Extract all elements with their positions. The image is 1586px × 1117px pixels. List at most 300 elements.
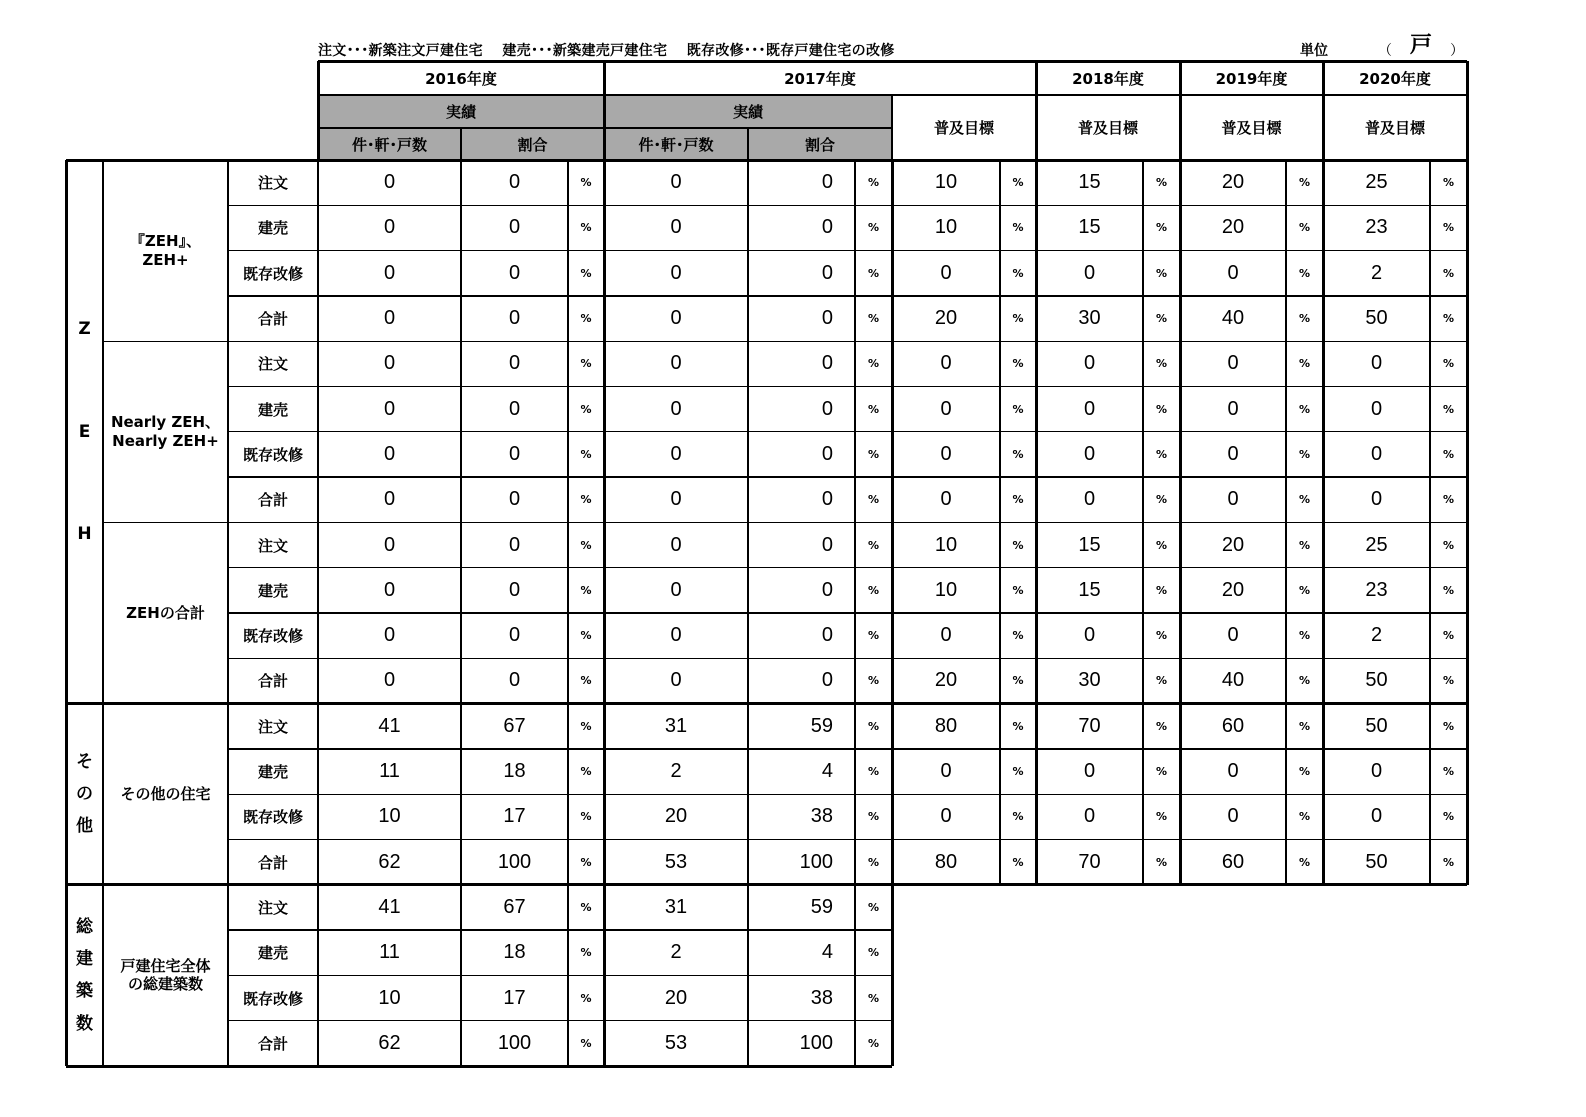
target-2017-cell: 0 (940, 397, 952, 420)
target-2020-cell: 25 (1365, 533, 1388, 556)
grid-line (1285, 160, 1286, 885)
ratio-2017-header: 割合 (804, 135, 835, 154)
grid-line (227, 160, 228, 1066)
percent-mark: % (1298, 447, 1311, 461)
ratio-2016-header: 割合 (517, 135, 548, 154)
ratio-2016-cell: 0 (508, 352, 521, 375)
percent-mark: % (1298, 719, 1311, 733)
target-2017-cell: 10 (934, 171, 958, 194)
percent-mark: % (1155, 719, 1168, 733)
grid-line (999, 160, 1000, 885)
ratio-2017-cell: 4 (821, 760, 833, 783)
row-type-label: 建売 (257, 763, 288, 782)
percent-mark: % (1155, 765, 1168, 779)
grid-line (854, 160, 855, 1066)
ratio-2016-cell: 0 (508, 578, 521, 601)
ratio-2016-cell: 0 (508, 397, 521, 420)
target-2020-cell: 0 (1370, 397, 1383, 420)
count-2017-cell: 53 (664, 850, 688, 873)
count-2016-cell: 10 (378, 986, 401, 1009)
target-2017-cell: 0 (940, 488, 952, 511)
row-type-label: 既存改修 (242, 627, 303, 646)
target-2020-cell: 25 (1365, 171, 1388, 194)
percent-mark: % (580, 674, 592, 688)
percent-mark: % (867, 583, 880, 597)
percent-mark: % (1012, 765, 1024, 779)
percent-mark: % (1155, 538, 1168, 552)
percent-mark: % (867, 221, 880, 235)
percent-mark: % (1442, 719, 1455, 733)
grid-line (317, 61, 320, 160)
percent-mark: % (1012, 629, 1024, 643)
percent-mark: % (580, 629, 592, 643)
percent-mark: % (1012, 855, 1024, 869)
target-2018-cell: 0 (1083, 352, 1096, 375)
ratio-2017-cell: 0 (821, 533, 833, 556)
ratio-2016-cell: 0 (508, 171, 521, 194)
count-2017-cell: 0 (670, 669, 682, 692)
count-2016-cell: 62 (378, 850, 401, 873)
row-type-label: 建売 (257, 581, 288, 600)
row-type-label: 注文 (257, 536, 288, 555)
grid-line (228, 975, 892, 976)
percent-mark: % (867, 1036, 880, 1050)
percent-mark: % (1012, 538, 1024, 552)
percent-mark: % (580, 447, 592, 461)
grid-line (1035, 160, 1038, 885)
grid-line (228, 612, 1467, 613)
percent-mark: % (1155, 176, 1168, 190)
percent-mark: % (1012, 583, 1024, 597)
count-2017-cell: 20 (664, 986, 688, 1009)
ratio-2016-cell: 18 (503, 941, 526, 964)
percent-mark: % (1298, 176, 1311, 190)
ratio-2017-cell: 38 (810, 805, 833, 828)
grid-line (228, 205, 1467, 206)
target-2018-cell: 15 (1078, 216, 1101, 239)
grid-line (228, 567, 1467, 568)
percent-mark: % (580, 402, 592, 416)
target-2017-cell: 20 (934, 669, 958, 692)
section-letter: そ (76, 751, 93, 772)
count-2016-cell: 0 (383, 307, 396, 330)
grid-line (1429, 160, 1430, 885)
percent-mark: % (867, 312, 880, 326)
percent-mark: % (1298, 538, 1311, 552)
grid-line (228, 431, 1467, 432)
percent-mark: % (867, 538, 880, 552)
unit-label: 単位 (1300, 43, 1328, 59)
target-2017-cell: 80 (934, 714, 958, 737)
ratio-2017-cell: 0 (821, 397, 833, 420)
count-2016-cell: 0 (383, 352, 396, 375)
row-type-label: 注文 (257, 898, 288, 917)
target-2017-cell: 0 (940, 624, 952, 647)
target-2020-header: 普及目標 (1364, 119, 1425, 137)
section-letter: 数 (76, 1013, 93, 1034)
percent-mark: % (1442, 855, 1455, 869)
grid-line (460, 160, 461, 1066)
percent-mark: % (580, 221, 592, 235)
target-2019-cell: 0 (1227, 261, 1239, 284)
percent-mark: % (1298, 855, 1311, 869)
count-2017-cell: 31 (664, 714, 688, 737)
ratio-2016-cell: 0 (508, 307, 521, 330)
grid-line (317, 160, 318, 1066)
ratio-2016-cell: 17 (503, 805, 526, 828)
row-type-label: 既存改修 (242, 264, 303, 283)
year-2019-header: 2019年度 (1215, 69, 1288, 88)
ratio-2017-cell: 100 (799, 1031, 833, 1054)
target-2018-cell: 0 (1083, 488, 1096, 511)
percent-mark: % (1298, 357, 1311, 371)
count-2016-cell: 41 (378, 714, 401, 737)
ratio-2016-cell: 0 (508, 261, 521, 284)
percent-mark: % (867, 402, 880, 416)
ratio-2016-cell: 100 (497, 850, 532, 873)
percent-mark: % (1298, 674, 1311, 688)
target-2017-cell: 20 (934, 307, 958, 330)
count-2016-cell: 0 (383, 533, 396, 556)
percent-mark: % (1442, 221, 1455, 235)
percent-mark: % (867, 176, 880, 190)
target-2018-cell: 0 (1083, 442, 1096, 465)
grid-line (228, 794, 1467, 795)
percent-mark: % (580, 991, 592, 1005)
count-2017-cell: 0 (670, 533, 682, 556)
percent-mark: % (1298, 629, 1311, 643)
percent-mark: % (1155, 674, 1168, 688)
grid-line (66, 1065, 892, 1068)
section-letter: の (76, 784, 93, 805)
percent-mark: % (867, 719, 880, 733)
percent-mark: % (1298, 312, 1311, 326)
grid-line (228, 476, 1467, 477)
percent-mark: % (580, 312, 592, 326)
percent-mark: % (867, 493, 880, 507)
ratio-2016-cell: 17 (503, 986, 526, 1009)
ratio-2017-cell: 0 (821, 488, 833, 511)
percent-mark: % (1012, 447, 1024, 461)
grid-line (1322, 61, 1325, 160)
section-letter: Z (78, 319, 91, 340)
target-2020-cell: 2 (1370, 261, 1383, 284)
ratio-2017-cell: 0 (821, 171, 833, 194)
ratio-2017-cell: 0 (821, 307, 833, 330)
percent-mark: % (1155, 629, 1168, 643)
grid-line (1466, 61, 1469, 160)
count-2017-cell: 0 (670, 488, 682, 511)
percent-mark: % (580, 266, 592, 280)
row-type-label: 既存改修 (242, 989, 303, 1008)
percent-mark: % (580, 855, 592, 869)
grid-line (747, 128, 748, 160)
target-2018-cell: 0 (1083, 397, 1096, 420)
percent-mark: % (1298, 266, 1311, 280)
ratio-2017-cell: 0 (821, 624, 833, 647)
unit-paren-close: ） (1450, 43, 1464, 59)
percent-mark: % (867, 900, 880, 914)
count-2016-cell: 10 (378, 805, 401, 828)
target-2019-cell: 20 (1221, 171, 1245, 194)
count-2016-cell: 11 (379, 941, 400, 964)
percent-mark: % (1012, 719, 1024, 733)
count-2017-cell: 2 (670, 760, 682, 783)
percent-mark: % (580, 583, 592, 597)
row-type-label: 注文 (257, 355, 288, 374)
percent-mark: % (1012, 810, 1024, 824)
grid-line (66, 159, 1467, 162)
group-label-text: ZEHの合計 (126, 603, 205, 622)
count-2016-cell: 11 (379, 760, 400, 783)
percent-mark: % (1442, 810, 1455, 824)
target-2020-cell: 0 (1370, 805, 1383, 828)
target-2017-cell: 0 (940, 805, 952, 828)
percent-mark: % (1155, 357, 1168, 371)
target-2019-cell: 0 (1227, 760, 1239, 783)
count-2016-cell: 0 (383, 171, 396, 194)
percent-mark: % (867, 266, 880, 280)
target-2017-cell: 0 (940, 261, 952, 284)
percent-mark: % (867, 629, 880, 643)
ratio-2016-cell: 0 (508, 488, 521, 511)
percent-mark: % (1442, 402, 1455, 416)
target-2020-cell: 50 (1365, 850, 1388, 873)
unit-paren-open: （ (1378, 43, 1392, 59)
grid-line (103, 522, 1467, 523)
grid-line (66, 702, 1467, 705)
percent-mark: % (1012, 357, 1024, 371)
grid-line (747, 160, 748, 1066)
grid-line (1322, 160, 1325, 885)
target-2018-header: 普及目標 (1077, 119, 1138, 137)
count-2016-cell: 0 (383, 669, 396, 692)
percent-mark: % (580, 946, 592, 960)
section-letter: 築 (76, 981, 93, 1002)
grid-line (460, 128, 461, 160)
percent-mark: % (867, 810, 880, 824)
count-2017-cell: 0 (670, 397, 682, 420)
row-type-label: 合計 (257, 672, 288, 691)
target-2017-cell: 0 (940, 442, 952, 465)
ratio-2017-cell: 0 (821, 669, 833, 692)
target-2019-cell: 0 (1227, 397, 1239, 420)
percent-mark: % (1442, 538, 1455, 552)
section-letter: 総 (76, 916, 93, 937)
grid-line (228, 658, 1467, 659)
ratio-2016-cell: 0 (508, 669, 521, 692)
ratio-2017-cell: 0 (821, 578, 833, 601)
percent-mark: % (580, 900, 592, 914)
target-2020-cell: 0 (1370, 760, 1383, 783)
actual-2016-header: 実績 (445, 103, 476, 121)
target-2018-cell: 0 (1083, 760, 1096, 783)
target-2018-cell: 30 (1078, 307, 1101, 330)
percent-mark: % (1298, 765, 1311, 779)
target-2017-cell: 80 (934, 850, 958, 873)
grid-line (1142, 160, 1143, 885)
ratio-2017-cell: 100 (799, 850, 833, 873)
row-type-label: 合計 (257, 853, 288, 872)
target-2018-cell: 70 (1078, 714, 1101, 737)
target-2018-cell: 30 (1078, 669, 1101, 692)
target-2020-cell: 0 (1370, 488, 1383, 511)
grid-line (228, 929, 892, 930)
target-2017-cell: 10 (934, 578, 958, 601)
target-2018-cell: 70 (1078, 850, 1101, 873)
grid-line (603, 160, 606, 1066)
percent-mark: % (1155, 402, 1168, 416)
target-2018-cell: 0 (1083, 624, 1096, 647)
count-2016-header: 件･軒･戸数 (351, 135, 427, 154)
percent-mark: % (1155, 493, 1168, 507)
grid-line (103, 341, 1467, 342)
percent-mark: % (867, 447, 880, 461)
ratio-2016-cell: 0 (508, 624, 521, 647)
row-type-label: 注文 (257, 717, 288, 736)
percent-mark: % (1155, 266, 1168, 280)
section-label-2 (66, 704, 103, 885)
percent-mark: % (1442, 266, 1455, 280)
target-2019-cell: 0 (1227, 624, 1239, 647)
percent-mark: % (580, 765, 592, 779)
count-2017-cell: 0 (670, 171, 682, 194)
group-label-text: その他の住宅 (120, 784, 211, 803)
grid-line (318, 60, 1467, 63)
target-2019-header: 普及目標 (1221, 119, 1282, 137)
percent-mark: % (1442, 674, 1455, 688)
percent-mark: % (1298, 583, 1311, 597)
ratio-2016-cell: 100 (497, 1031, 532, 1054)
percent-mark: % (1012, 674, 1024, 688)
ratio-2017-cell: 0 (821, 352, 833, 375)
target-2018-cell: 0 (1083, 805, 1096, 828)
percent-mark: % (1012, 493, 1024, 507)
percent-mark: % (1155, 221, 1168, 235)
percent-mark: % (1012, 221, 1024, 235)
grid-line (228, 295, 1467, 296)
target-2017-cell: 0 (940, 760, 952, 783)
percent-mark: % (867, 357, 880, 371)
count-2017-cell: 53 (664, 1031, 688, 1054)
group-label-4 (103, 704, 228, 885)
count-2016-cell: 0 (383, 261, 396, 284)
grid-line (66, 883, 1467, 886)
ratio-2017-cell: 38 (810, 986, 833, 1009)
grid-line (1179, 61, 1182, 160)
count-2016-cell: 62 (378, 1031, 401, 1054)
grid-line (102, 160, 103, 1066)
count-2016-cell: 0 (383, 488, 396, 511)
group-label-text: 戸建住宅全体 の総建築数 (120, 956, 211, 994)
ratio-2016-cell: 0 (508, 533, 521, 556)
grid-line (1035, 61, 1038, 160)
unit-value: 戸 (1410, 33, 1433, 58)
target-2020-cell: 2 (1370, 624, 1383, 647)
ratio-2017-cell: 0 (821, 261, 833, 284)
target-2017-cell: 10 (934, 533, 958, 556)
count-2017-cell: 0 (670, 307, 682, 330)
percent-mark: % (1155, 583, 1168, 597)
count-2017-cell: 0 (670, 352, 682, 375)
target-2018-cell: 15 (1078, 533, 1101, 556)
ratio-2016-cell: 67 (503, 895, 526, 918)
section-label-1 (66, 160, 103, 704)
grid-line (603, 61, 606, 160)
count-2017-header: 件･軒･戸数 (638, 135, 714, 154)
percent-mark: % (867, 855, 880, 869)
target-2019-cell: 0 (1227, 352, 1239, 375)
ratio-2017-cell: 59 (810, 714, 833, 737)
percent-mark: % (1155, 312, 1168, 326)
target-2020-cell: 23 (1365, 578, 1388, 601)
row-type-label: 注文 (257, 174, 288, 193)
percent-mark: % (580, 538, 592, 552)
count-2016-cell: 0 (383, 397, 396, 420)
percent-mark: % (1442, 629, 1455, 643)
legend-note: 注文･･･新築注文戸建住宅 建売･･･新築建売戸建住宅 既存改修･･･既存戸建住宅の改修 (318, 43, 895, 59)
actual-2017-header: 実績 (732, 103, 763, 121)
target-2018-cell: 0 (1083, 261, 1096, 284)
percent-mark: % (580, 357, 592, 371)
percent-mark: % (1155, 447, 1168, 461)
percent-mark: % (1155, 855, 1168, 869)
percent-mark: % (1012, 402, 1024, 416)
percent-mark: % (1012, 266, 1024, 280)
target-2019-cell: 20 (1221, 578, 1245, 601)
grid-line (1466, 160, 1469, 885)
target-2019-cell: 40 (1221, 669, 1245, 692)
section-letter: 建 (76, 949, 93, 970)
target-2019-cell: 40 (1221, 307, 1245, 330)
percent-mark: % (1155, 810, 1168, 824)
count-2016-cell: 41 (378, 895, 401, 918)
percent-mark: % (1298, 810, 1311, 824)
row-type-label: 建売 (257, 944, 288, 963)
grid-line (228, 839, 1467, 840)
group-label-1 (103, 160, 228, 341)
percent-mark: % (867, 991, 880, 1005)
percent-mark: % (1442, 312, 1455, 326)
row-type-label: 既存改修 (242, 445, 303, 464)
percent-mark: % (1298, 493, 1311, 507)
row-type-label: 合計 (257, 310, 288, 329)
count-2016-cell: 0 (383, 216, 396, 239)
grid-line (891, 160, 894, 1066)
section-letter: H (77, 523, 92, 544)
percent-mark: % (1442, 447, 1455, 461)
count-2017-cell: 0 (670, 261, 682, 284)
year-2018-header: 2018年度 (1072, 69, 1144, 88)
percent-mark: % (867, 946, 880, 960)
count-2017-cell: 0 (670, 442, 682, 465)
ratio-2017-cell: 0 (821, 442, 833, 465)
percent-mark: % (1442, 583, 1455, 597)
ratio-2017-cell: 59 (810, 895, 833, 918)
percent-mark: % (580, 493, 592, 507)
count-2017-cell: 0 (670, 624, 682, 647)
count-2017-cell: 0 (670, 578, 682, 601)
target-2019-cell: 0 (1227, 805, 1239, 828)
group-label-text: Nearly ZEH、 Nearly ZEH+ (110, 413, 221, 450)
row-type-label: 建売 (257, 400, 288, 419)
target-2017-cell: 10 (934, 216, 958, 239)
percent-mark: % (1012, 312, 1024, 326)
year-2017-header: 2017年度 (784, 69, 856, 88)
section-label-3 (66, 885, 103, 1066)
percent-mark: % (580, 719, 592, 733)
count-2016-cell: 0 (383, 442, 396, 465)
